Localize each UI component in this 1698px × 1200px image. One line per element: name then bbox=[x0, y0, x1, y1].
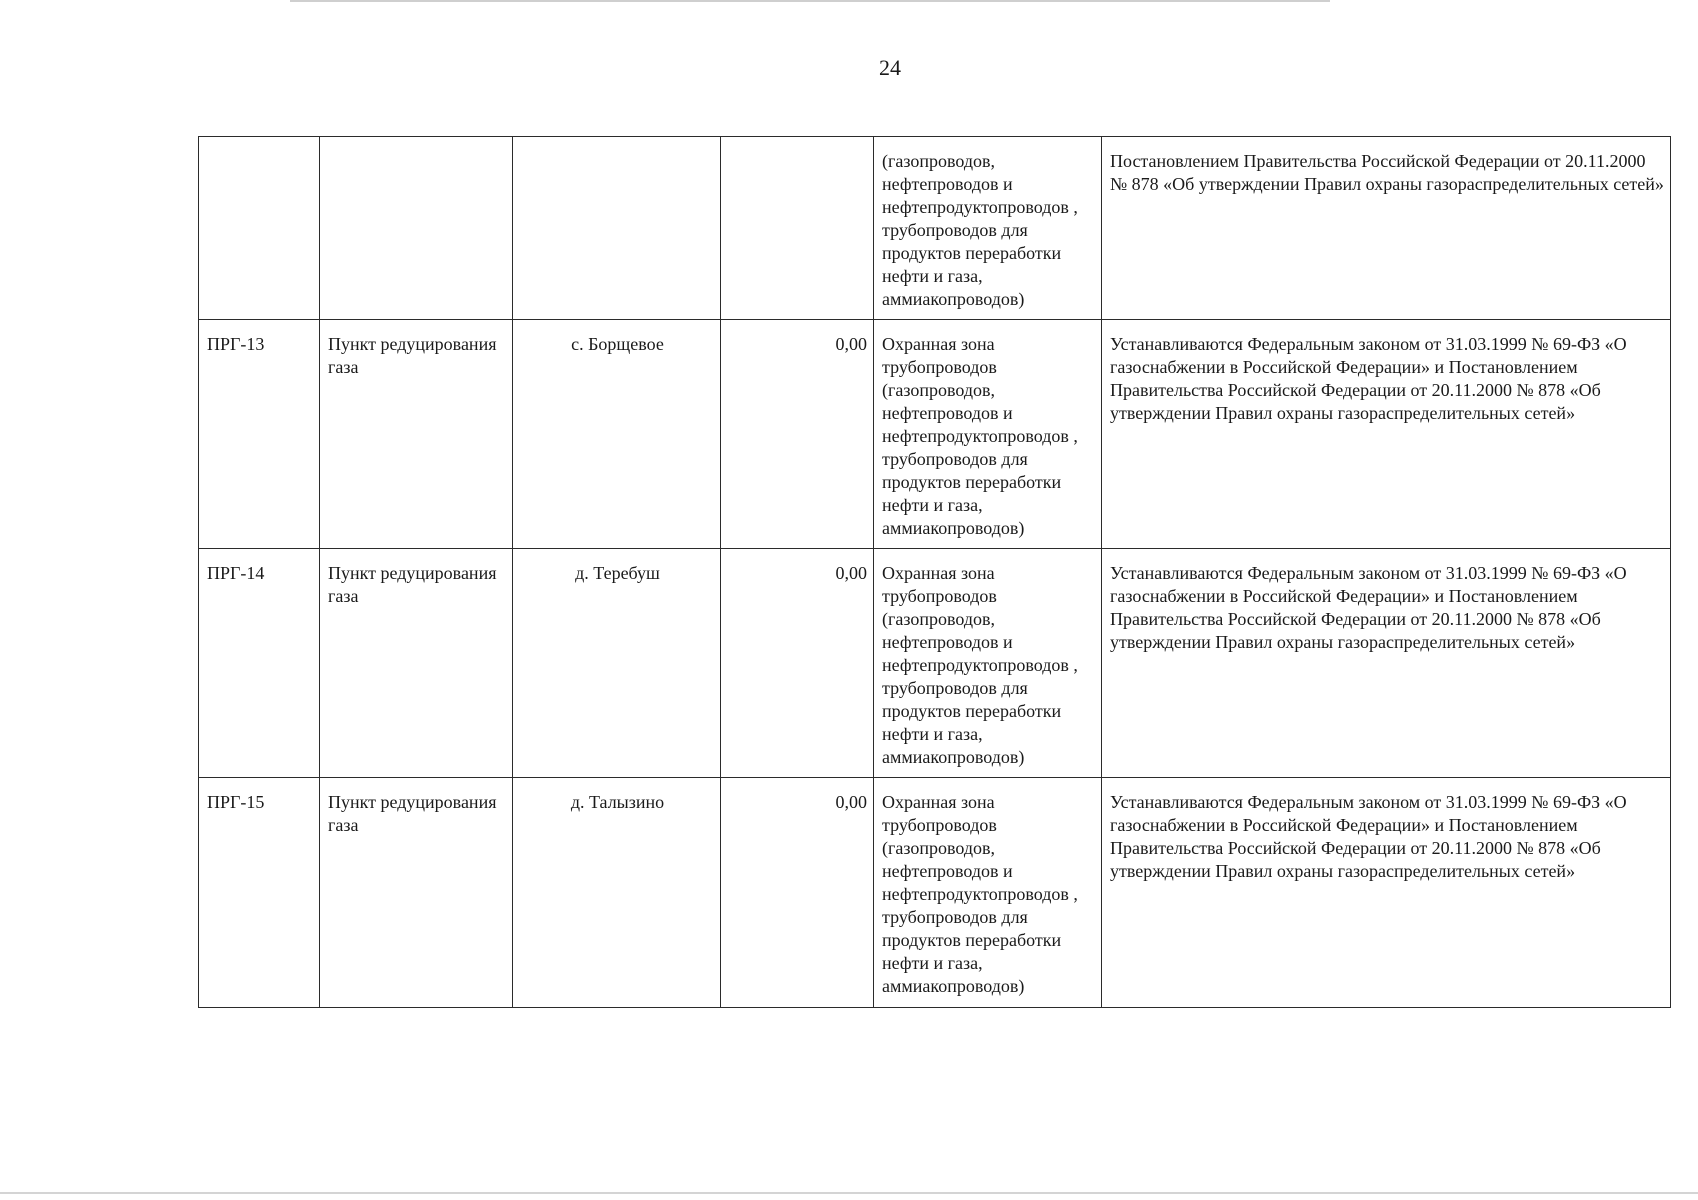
table-row bbox=[199, 549, 1671, 778]
value-cell: 0,00 bbox=[721, 320, 874, 549]
object-code-cell bbox=[199, 137, 320, 320]
location-cell: д. Талызино bbox=[513, 778, 721, 1008]
location-cell bbox=[513, 137, 721, 320]
object-name-cell: Пункт редуцирования газа bbox=[320, 549, 513, 778]
table-row bbox=[199, 320, 1671, 549]
legal-basis-cell: Устанавливаются Федеральным законом от 31.03.1999 № 69-ФЗ «О газоснабжении в Российской Федерации» и Постановлением Правительства Российской Федерации от 20.11.2000 № 878 «Об утверждении Правил охраны газораспределительных сетей» bbox=[1102, 549, 1671, 778]
object-code-cell: ПРГ-14 bbox=[199, 549, 320, 778]
object-code-cell: ПРГ-13 bbox=[199, 320, 320, 549]
zone-type-cell: Охранная зона трубопроводов (газопроводов, нефтепроводов и нефтепродуктопроводов , трубопроводов для продуктов переработки нефти и газа, аммиакопроводов) bbox=[874, 549, 1102, 778]
zone-type-cell: (газопроводов, нефтепроводов и нефтепродуктопроводов , трубопроводов для продуктов переработки нефти и газа, аммиакопроводов) bbox=[874, 137, 1102, 320]
value-cell bbox=[721, 137, 874, 320]
value-cell: 0,00 bbox=[721, 778, 874, 1008]
table-row bbox=[199, 137, 1671, 320]
value-cell: 0,00 bbox=[721, 549, 874, 778]
location-cell: с. Борщевое bbox=[513, 320, 721, 549]
object-name-cell: Пункт редуцирования газа bbox=[320, 778, 513, 1008]
scan-edge-bottom bbox=[0, 1192, 1698, 1194]
legal-basis-cell: Устанавливаются Федеральным законом от 31.03.1999 № 69-ФЗ «О газоснабжении в Российской Федерации» и Постановлением Правительства Российской Федерации от 20.11.2000 № 878 «Об утверждении Правил охраны газораспределительных сетей» bbox=[1102, 320, 1671, 549]
table-row bbox=[199, 778, 1671, 1008]
page-number: 24 bbox=[879, 55, 901, 80]
scan-edge-top bbox=[290, 0, 1330, 2]
zone-type-cell: Охранная зона трубопроводов (газопроводов, нефтепроводов и нефтепродуктопроводов , трубопроводов для продуктов переработки нефти и газа, аммиакопроводов) bbox=[874, 320, 1102, 549]
zones-table bbox=[198, 136, 1671, 1008]
object-code-cell: ПРГ-15 bbox=[199, 778, 320, 1008]
object-name-cell: Пункт редуцирования газа bbox=[320, 320, 513, 549]
zone-type-cell: Охранная зона трубопроводов (газопроводов, нефтепроводов и нефтепродуктопроводов , трубопроводов для продуктов переработки нефти и газа, аммиакопроводов) bbox=[874, 778, 1102, 1008]
legal-basis-cell: Постановлением Правительства Российской Федерации от 20.11.2000 № 878 «Об утверждении Правил охраны газораспределительных сетей» bbox=[1102, 137, 1671, 320]
location-cell: д. Теребуш bbox=[513, 549, 721, 778]
object-name-cell bbox=[320, 137, 513, 320]
legal-basis-cell: Устанавливаются Федеральным законом от 31.03.1999 № 69-ФЗ «О газоснабжении в Российской Федерации» и Постановлением Правительства Российской Федерации от 20.11.2000 № 878 «Об утверждении Правил охраны газораспределительных сетей» bbox=[1102, 778, 1671, 1008]
